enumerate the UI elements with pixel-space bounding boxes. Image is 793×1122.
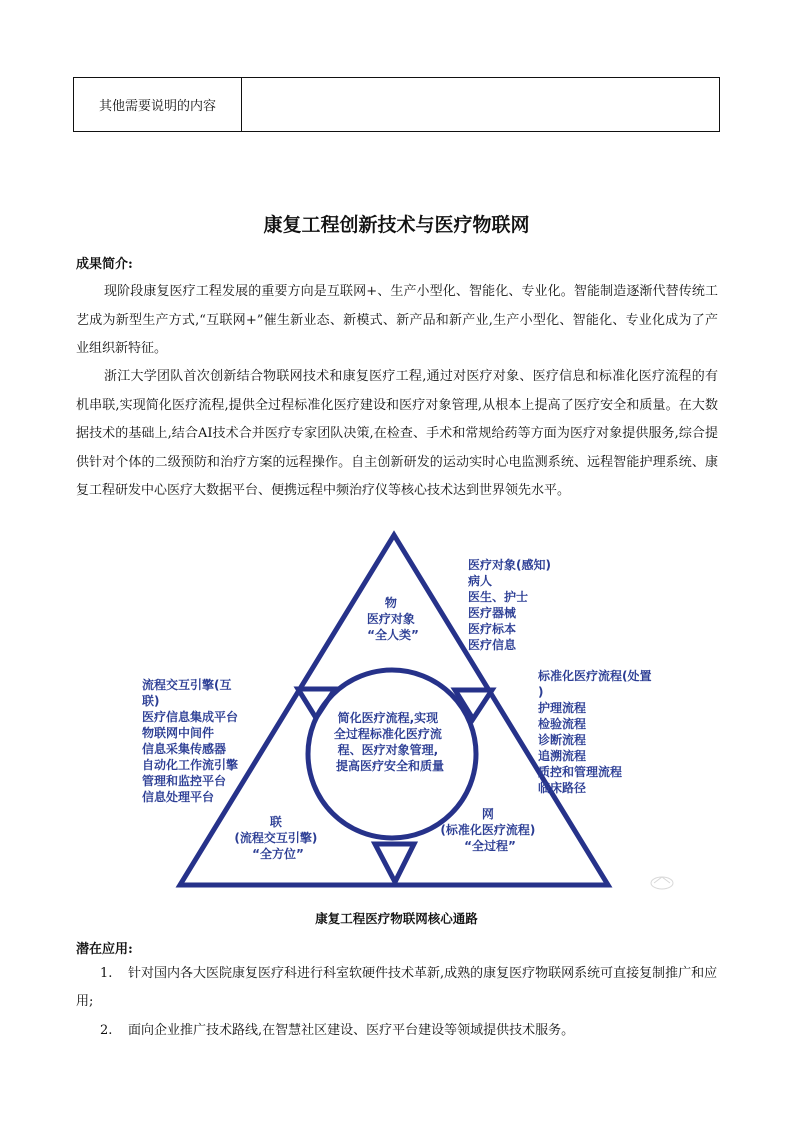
item-text: 针对国内各大医院康复医疗科进行科室软硬件技术革新,成熟的康复医疗物联网系统可直接复制推广和应用; xyxy=(76,966,718,1009)
iot-pathway-diagram xyxy=(130,530,690,900)
item-text: 面向企业推广技术路线,在智慧社区建设、医疗平台建设等领域提供技术服务。 xyxy=(128,1023,575,1038)
application-item xyxy=(76,960,718,1016)
diagram-caption: 康复工程医疗物联网核心通路 xyxy=(315,911,478,926)
paragraph-1: 现阶段康复医疗工程发展的重要方向是互联网+、生产小型化、智能化、专业化。智能制造逐渐代替传统工艺成为新型生产方式,“互联网+”催生新业态、新模式、新产品和新产业,生产小型化、智能化、专业化成为了产业组织新特征。 xyxy=(76,284,718,356)
page-title: 康复工程创新技术与医疗物联网 xyxy=(263,214,530,236)
table-label-cell: 其他需要说明的内容 xyxy=(74,78,242,131)
right-list: 标准化医疗流程(处置 ) 护理流程 检验流程 诊断流程 追溯流程 质控和管理流程 临床路径 xyxy=(538,669,652,795)
item-number: 2. xyxy=(100,1023,113,1038)
top-node-label: 物 医疗对象 “全人类” xyxy=(366,596,419,642)
paragraph-2: 浙江大学团队首次创新结合物联网技术和康复医疗工程,通过对医疗对象、医疗信息和标准化医疗流程的有机串联,实现简化医疗流程,提供全过程标准化医疗建设和医疗对象管理,从根本上提高了医疗安全和质量。在大数据技术的基础上,结合AI技术合并医疗专家团队决策,在检查、手术和常规给药等方面为医疗对象提供服务,综合提供针对个体的二级预防和治疗方案的远程操作。自主创新研发的运动实时心电监测系统、远程智能护理系统、康复工程研发中心医疗大数据平台、便携远程中频治疗仪等核心技术达到世界领先水平。 xyxy=(76,369,718,498)
inner-triangle-left xyxy=(298,689,335,718)
info-table xyxy=(73,77,720,132)
right-node-label: 网 (标准化医疗流程) “全过程” xyxy=(440,807,536,853)
left-node-label: 联 (流程交互引擎) “全方位” xyxy=(234,815,318,861)
left-list: 流程交互引擎(互 联) 医疗信息集成平台 物联网中间件 信息采集传感器 自动化工作流引擎 管理和监控平台 信息处理平台 xyxy=(142,678,239,804)
center-text: 简化医疗流程,实现 全过程标准化医疗流 程、医疗对象管理, 提高医疗安全和质量 xyxy=(333,711,445,773)
application-item xyxy=(76,1017,718,1045)
summary-heading: 成果简介: xyxy=(76,257,133,272)
watermark-icon xyxy=(651,877,673,889)
top-right-list: 医疗对象(感知) 病人 医生、护士 医疗器械 医疗标本 医疗信息 xyxy=(468,558,551,652)
applications-heading: 潜在应用: xyxy=(76,942,133,957)
item-number: 1. xyxy=(100,966,113,981)
inner-triangle-bottom xyxy=(375,844,414,882)
